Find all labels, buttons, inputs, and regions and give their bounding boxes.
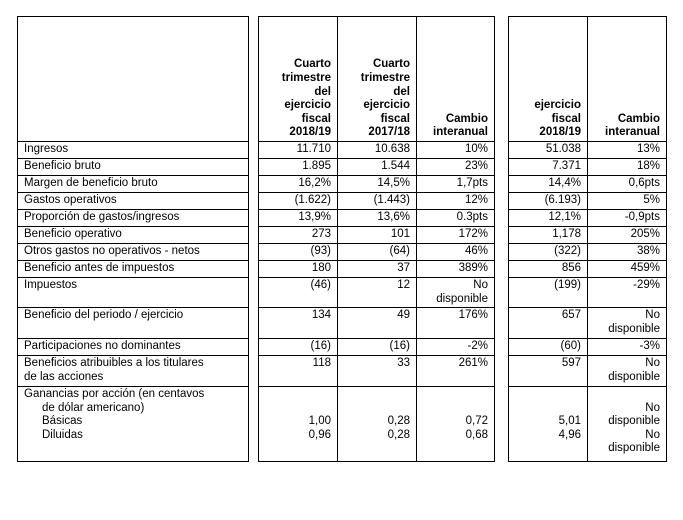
table-row <box>259 159 495 176</box>
row-label-block <box>17 16 249 462</box>
row-label-participaciones-no-dominantes: Participaciones no dominantes <box>18 339 249 356</box>
row-label-ingresos: Ingresos <box>18 142 249 159</box>
cell-q-beneficio-bruto-2018: 1.895 <box>259 159 338 176</box>
row-label-body <box>18 17 249 462</box>
cell-y-margen: 14,4% <box>509 176 588 193</box>
cell-q-otros-gastos-cambio: 46% <box>417 244 495 261</box>
quarter-data-block <box>258 16 495 462</box>
cell-q-beneficio-operativo-2018: 273 <box>259 227 338 244</box>
cell-q-atribuibles-2017: 33 <box>338 356 417 387</box>
table-row <box>259 142 495 159</box>
cell-q-participaciones-2018: (16) <box>259 339 338 356</box>
cell-y-beneficio-operativo-cambio: 205% <box>588 227 667 244</box>
column-header-q-fy2018-19: Cuarto trimestre del ejercicio fiscal 2018/19 <box>259 17 338 142</box>
table-row <box>509 193 667 210</box>
cell-q-margen-cambio: 1,7pts <box>417 176 495 193</box>
cell-y-participaciones-cambio: -3% <box>588 339 667 356</box>
cell-q-gastos-operativos-2018: (1.622) <box>259 193 338 210</box>
cell-y-beneficio-antes-impuestos-cambio: 459% <box>588 261 667 278</box>
cell-y-beneficio-bruto: 7.371 <box>509 159 588 176</box>
row-label-beneficio-periodo: Beneficio del periodo / ejercicio <box>18 308 249 339</box>
year-header-row <box>509 17 667 142</box>
cell-q-proporcion-2017: 13,6% <box>338 210 417 227</box>
cell-y-impuestos-cambio: -29% <box>588 278 667 308</box>
table-row <box>509 142 667 159</box>
table-row <box>509 210 667 227</box>
table-row <box>259 308 495 339</box>
table-row <box>509 356 667 387</box>
cell-q-margen-2017: 14,5% <box>338 176 417 193</box>
cell-q-eps-2018: 1,00 0,96 <box>259 387 338 462</box>
table-row <box>18 210 249 227</box>
table-row <box>509 176 667 193</box>
cell-q-beneficio-periodo-cambio: 176% <box>417 308 495 339</box>
row-label-otros-gastos-no-operativos: Otros gastos no operativos - netos <box>18 244 249 261</box>
cell-y-beneficio-antes-impuestos: 856 <box>509 261 588 278</box>
table-row <box>509 339 667 356</box>
cell-y-impuestos: (199) <box>509 278 588 308</box>
cell-y-otros-gastos: (322) <box>509 244 588 261</box>
cell-y-beneficio-periodo: 657 <box>509 308 588 339</box>
table-row <box>259 387 495 462</box>
table-row <box>509 244 667 261</box>
table-row <box>18 176 249 193</box>
cell-q-eps-cambio: 0,72 0,68 <box>417 387 495 462</box>
cell-q-ingresos-cambio: 10% <box>417 142 495 159</box>
cell-y-otros-gastos-cambio: 38% <box>588 244 667 261</box>
cell-q-beneficio-operativo-cambio: 172% <box>417 227 495 244</box>
column-header-y-fy2018-19: ejercicio fiscal 2018/19 <box>509 17 588 142</box>
cell-q-ingresos-2018: 11.710 <box>259 142 338 159</box>
cell-q-impuestos-cambio: No disponible <box>417 278 495 308</box>
year-data-body <box>509 17 667 462</box>
table-row <box>259 356 495 387</box>
table-row <box>18 159 249 176</box>
cell-y-proporcion: 12,1% <box>509 210 588 227</box>
cell-y-eps-cambio: No disponible No disponible <box>588 387 667 462</box>
cell-q-beneficio-bruto-cambio: 23% <box>417 159 495 176</box>
cell-y-beneficio-operativo: 1,178 <box>509 227 588 244</box>
table-row <box>259 227 495 244</box>
cell-y-ingresos-cambio: 13% <box>588 142 667 159</box>
table-row <box>259 244 495 261</box>
cell-q-gastos-operativos-2017: (1.443) <box>338 193 417 210</box>
cell-q-impuestos-2017: 12 <box>338 278 417 308</box>
cell-q-beneficio-antes-impuestos-cambio: 389% <box>417 261 495 278</box>
cell-y-beneficio-periodo-cambio: No disponible <box>588 308 667 339</box>
table-row <box>259 193 495 210</box>
cell-q-eps-2017: 0,28 0,28 <box>338 387 417 462</box>
cell-q-beneficio-antes-impuestos-2018: 180 <box>259 261 338 278</box>
table-row <box>18 142 249 159</box>
cell-q-proporcion-cambio: 0.3pts <box>417 210 495 227</box>
table-row <box>18 308 249 339</box>
cell-q-ingresos-2017: 10.638 <box>338 142 417 159</box>
cell-y-gastos-operativos-cambio: 5% <box>588 193 667 210</box>
row-label-beneficio-operativo: Beneficio operativo <box>18 227 249 244</box>
label-header-row <box>18 17 249 142</box>
table-row <box>509 387 667 462</box>
table-row <box>259 261 495 278</box>
empty-corner-cell <box>18 17 249 142</box>
row-label-ganancias-por-accion: Ganancias por acción (en centavos de dólar americano) Básicas Diluidas <box>18 387 249 462</box>
table-row <box>259 210 495 227</box>
cell-q-atribuibles-2018: 118 <box>259 356 338 387</box>
cell-q-otros-gastos-2017: (64) <box>338 244 417 261</box>
table-row <box>509 261 667 278</box>
table-row <box>259 176 495 193</box>
cell-y-beneficio-bruto-cambio: 18% <box>588 159 667 176</box>
table-row <box>18 244 249 261</box>
cell-y-proporcion-cambio: -0,9pts <box>588 210 667 227</box>
cell-q-atribuibles-cambio: 261% <box>417 356 495 387</box>
year-data-block <box>508 16 667 462</box>
table-row <box>18 356 249 387</box>
cell-y-ingresos: 51.038 <box>509 142 588 159</box>
quarter-header-row <box>259 17 495 142</box>
cell-q-margen-2018: 16,2% <box>259 176 338 193</box>
cell-q-beneficio-periodo-2017: 49 <box>338 308 417 339</box>
cell-y-eps: 5,01 4,96 <box>509 387 588 462</box>
table-row <box>509 278 667 308</box>
row-label-gastos-operativos: Gastos operativos <box>18 193 249 210</box>
cell-q-beneficio-operativo-2017: 101 <box>338 227 417 244</box>
column-header-y-cambio-interanual: Cambio interanual <box>588 17 667 142</box>
cell-q-proporcion-2018: 13,9% <box>259 210 338 227</box>
table-row <box>259 278 495 308</box>
cell-y-atribuibles-cambio: No disponible <box>588 356 667 387</box>
cell-y-gastos-operativos: (6.193) <box>509 193 588 210</box>
quarter-data-body <box>259 17 495 462</box>
cell-y-atribuibles: 597 <box>509 356 588 387</box>
cell-q-gastos-operativos-cambio: 12% <box>417 193 495 210</box>
row-label-beneficios-atribuibles: Beneficios atribuibles a los titulares de las acciones <box>18 356 249 387</box>
table-row <box>259 339 495 356</box>
column-header-q-fy2017-18: Cuarto trimestre del ejercicio fiscal 2017/18 <box>338 17 417 142</box>
table-row <box>18 278 249 308</box>
cell-q-beneficio-antes-impuestos-2017: 37 <box>338 261 417 278</box>
cell-q-participaciones-cambio: -2% <box>417 339 495 356</box>
table-row <box>509 308 667 339</box>
cell-y-margen-cambio: 0,6pts <box>588 176 667 193</box>
cell-q-beneficio-bruto-2017: 1.544 <box>338 159 417 176</box>
cell-q-beneficio-periodo-2018: 134 <box>259 308 338 339</box>
row-label-margen-beneficio-bruto: Margen de beneficio bruto <box>18 176 249 193</box>
row-label-beneficio-antes-impuestos: Beneficio antes de impuestos <box>18 261 249 278</box>
table-row <box>18 339 249 356</box>
table-row <box>18 227 249 244</box>
table-row <box>18 193 249 210</box>
cell-q-otros-gastos-2018: (93) <box>259 244 338 261</box>
cell-q-impuestos-2018: (46) <box>259 278 338 308</box>
table-row <box>509 159 667 176</box>
table-row <box>509 227 667 244</box>
row-label-impuestos: Impuestos <box>18 278 249 308</box>
row-label-proporcion-gastos-ingresos: Proporción de gastos/ingresos <box>18 210 249 227</box>
column-header-q-cambio-interanual: Cambio interanual <box>417 17 495 142</box>
table-row <box>18 387 249 462</box>
cell-y-participaciones: (60) <box>509 339 588 356</box>
row-label-beneficio-bruto: Beneficio bruto <box>18 159 249 176</box>
table-row <box>18 261 249 278</box>
cell-q-participaciones-2017: (16) <box>338 339 417 356</box>
